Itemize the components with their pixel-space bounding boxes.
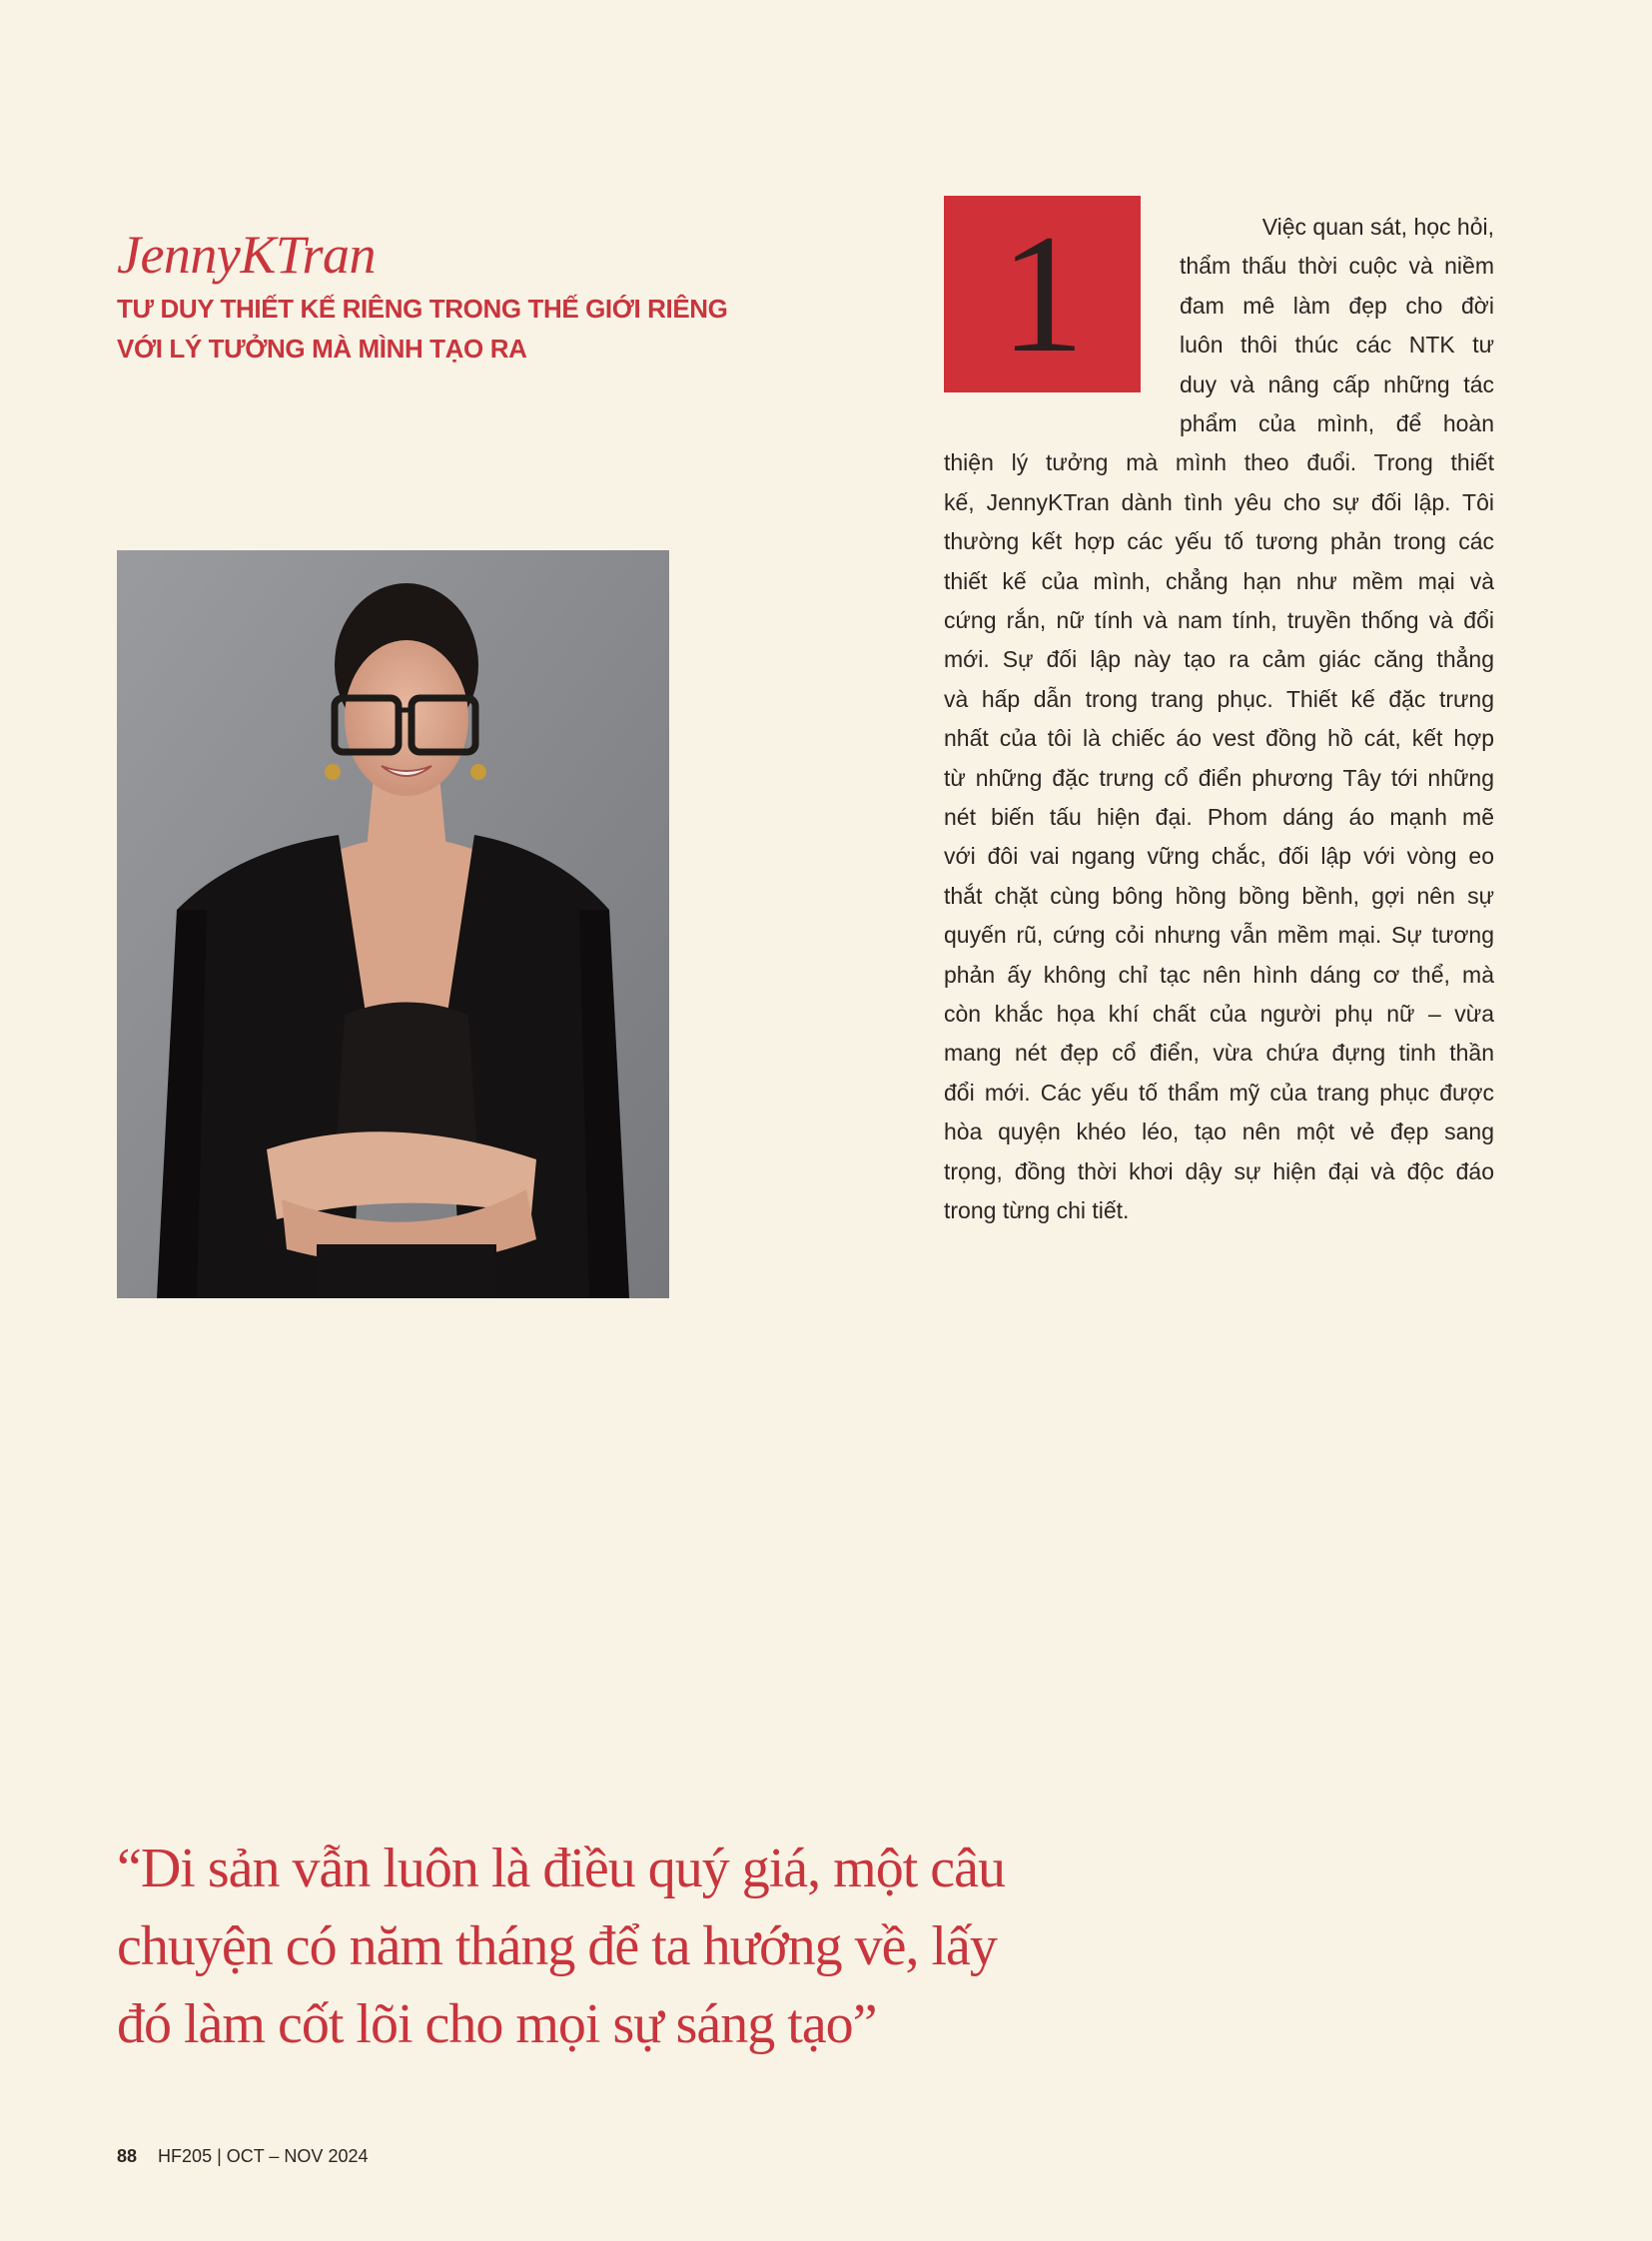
- pull-quote: “Di sản vẫn luôn là điều quý giá, một câu chuyện có năm tháng để ta hướng về, lấy đó làm cốt lõi cho mọi sự sáng tạo”: [117, 1838, 1005, 2055]
- body-line: mới. Sự đối lập này tạo ra cảm giác căng thẳng: [944, 646, 1494, 672]
- body-line: đổi mới. Các yếu tố thẩm mỹ của trang phục được: [944, 1080, 1494, 1106]
- designer-portrait-photo: [117, 550, 669, 1298]
- body-line: từ những đặc trưng cổ điển phương Tây tới những: [944, 765, 1494, 791]
- article-headline: TƯ DUY THIẾT KẾ RIÊNG TRONG THẾ GIỚI RIÊNG VỚI LÝ TƯỞNG MÀ MÌNH TẠO RA: [117, 294, 728, 364]
- designer-name: JennyKTran: [117, 225, 376, 285]
- page-number: 88: [117, 2146, 138, 2166]
- dropcap-box: [944, 196, 1141, 392]
- body-line: thường kết hợp các yếu tố tương phản trong các: [944, 528, 1494, 554]
- body-line: luôn thôi thúc các NTK tư: [1180, 332, 1494, 358]
- body-line: với đôi vai ngang vững chắc, đối lập với vòng eo: [944, 843, 1494, 869]
- body-line: hòa quyện khéo léo, tạo nên một vẻ đẹp sang: [944, 1119, 1494, 1144]
- body-line: thắt chặt cùng bông hồng bồng bềnh, gợi nên sự: [944, 883, 1494, 909]
- body-line: duy và nâng cấp những tác: [1180, 372, 1494, 397]
- body-line: thẩm thấu thời cuộc và niềm: [1180, 253, 1494, 279]
- body-line: Việc quan sát, học hỏi,: [1261, 214, 1494, 240]
- body-line: còn khắc họa khí chất của người phụ nữ – vừa: [944, 1001, 1494, 1027]
- body-line: phẩm của mình, để hoàn: [1180, 410, 1494, 436]
- body-line: thiện lý tưởng mà mình theo đuổi. Trong thiết: [944, 449, 1494, 475]
- page-footer: [117, 2144, 368, 2168]
- body-line: đam mê làm đẹp cho đời: [1180, 293, 1494, 319]
- body-line: phản ấy không chỉ tạc nên hình dáng cơ thể, mà: [944, 962, 1494, 988]
- body-line: quyến rũ, cứng cỏi nhưng vẫn mềm mại. Sự tương: [944, 922, 1494, 948]
- body-line: trong từng chi tiết.: [944, 1197, 1130, 1223]
- body-line: mang nét đẹp cổ điển, vừa chứa đựng tinh thần: [944, 1040, 1494, 1066]
- body-line: thiết kế của mình, chẳng hạn như mềm mại và: [944, 568, 1494, 594]
- dropcap-numeral: 1: [1000, 200, 1085, 387]
- issue-info: HF205 | OCT – NOV 2024: [158, 2146, 369, 2166]
- body-line: nét biến tấu hiện đại. Phom dáng áo mạnh mẽ: [944, 804, 1494, 830]
- body-line: cứng rắn, nữ tính và nam tính, truyền thống và đổi: [944, 607, 1494, 633]
- body-line: trọng, đồng thời khơi dậy sự hiện đại và độc đáo: [944, 1158, 1494, 1184]
- body-line: và hấp dẫn trong trang phục. Thiết kế đặc trưng: [944, 686, 1494, 712]
- body-line: nhất của tôi là chiếc áo vest đồng hồ cát, kết hợp: [944, 725, 1494, 751]
- body-line: kế, JennyKTran dành tình yêu cho sự đối lập. Tôi: [944, 489, 1494, 515]
